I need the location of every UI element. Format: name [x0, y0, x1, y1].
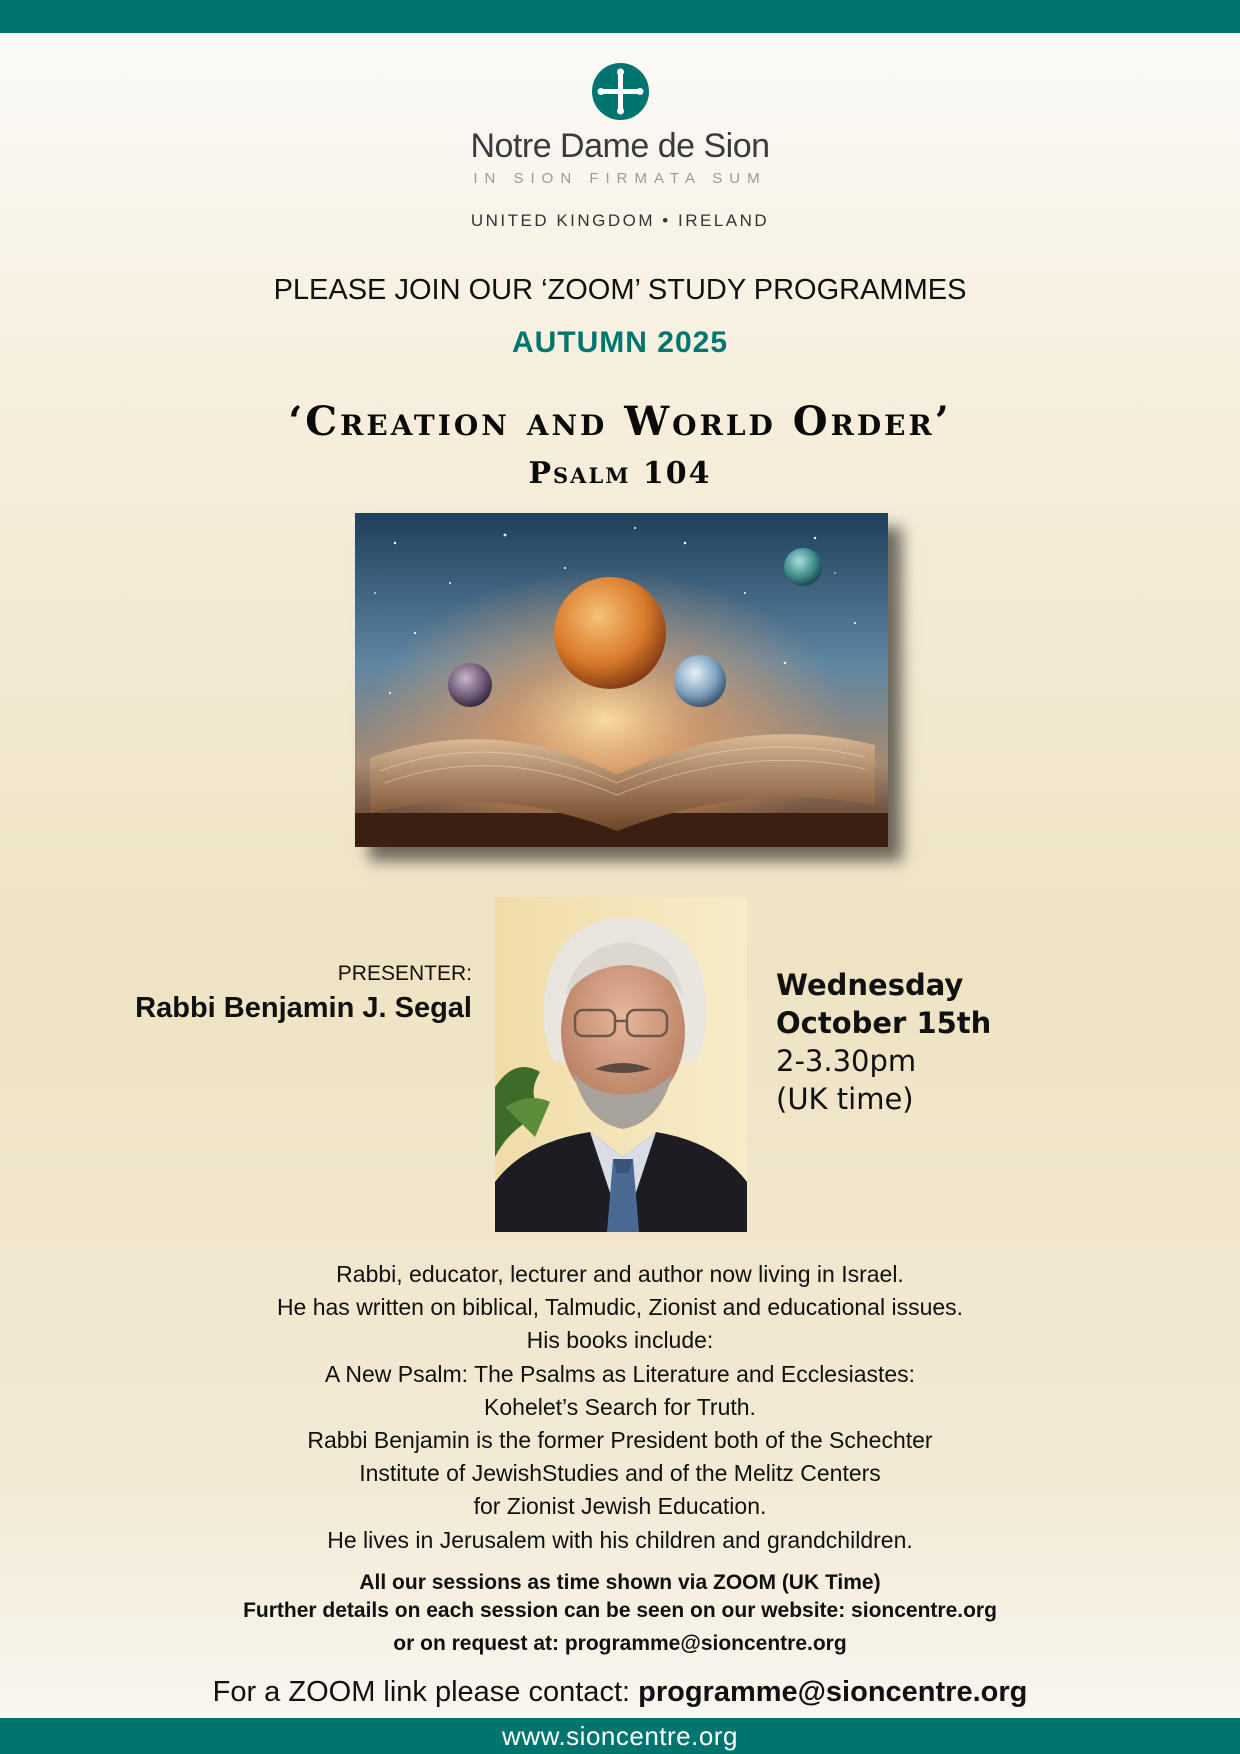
bio-line: for Zionist Jewish Education. — [473, 1493, 767, 1520]
session-timezone: (UK time) — [776, 1082, 914, 1116]
sessions-note: All our sessions as time shown via ZOOM (UK Time) — [359, 1571, 881, 1594]
contact-prefix: For a ZOOM link please contact: — [212, 1676, 639, 1708]
invite-heading: PLEASE JOIN OUR ‘ZOOM’ STUDY PROGRAMMES — [273, 274, 967, 306]
session-date: October 15th — [776, 1006, 992, 1040]
brand-name: Notre Dame de Sion — [470, 127, 770, 165]
presenter-bio — [0, 1258, 1240, 1557]
presenter-label: PRESENTER: — [337, 962, 472, 985]
event-subtitle: Psalm 104 — [528, 456, 712, 491]
session-schedule — [776, 966, 991, 1118]
bio-line: Kohelet’s Search for Truth. — [484, 1393, 756, 1420]
footer-bar — [0, 1718, 1240, 1754]
details-note: Further details on each session can be seen on our website: sioncentre.org — [243, 1599, 997, 1622]
zoom-contact-line — [0, 1676, 1240, 1709]
season-label: AUTUMN 2025 — [511, 326, 729, 359]
top-color-bar — [0, 0, 1240, 33]
bio-line: He lives in Jerusalem with his children and grandchildren. — [327, 1526, 913, 1553]
brand-motto: IN SION FIRMATA SUM — [473, 170, 767, 187]
region-label: UNITED KINGDOM • IRELAND — [470, 211, 770, 230]
event-title: ‘Creation and World Order’ — [288, 398, 952, 445]
presenter-name: Rabbi Benjamin J. Segal — [135, 992, 472, 1024]
session-day: Wednesday — [776, 968, 964, 1002]
session-time: 2-3.30pm — [776, 1044, 917, 1078]
bio-line: Institute of JewishStudies and of the Melitz Centers — [359, 1460, 881, 1487]
open-book-cosmos-image — [355, 513, 888, 847]
sion-cross-logo-icon — [592, 63, 649, 120]
presenter-portrait-photo — [495, 897, 747, 1232]
bio-line: Rabbi, educator, lecturer and author now living in Israel. — [336, 1261, 904, 1287]
request-note: or on request at: programme@sioncentre.org — [393, 1632, 847, 1655]
bio-line: His books include: — [526, 1327, 714, 1354]
contact-email-link[interactable]: programme@sioncentre.org — [638, 1676, 1028, 1708]
website-link[interactable]: www.sioncentre.org — [502, 1721, 738, 1751]
bio-line: He has written on biblical, Talmudic, Zionist and educational issues. — [276, 1294, 964, 1321]
bio-line: Rabbi Benjamin is the former President both of the Schechter — [307, 1427, 933, 1454]
bio-line: A New Psalm: The Psalms as Literature and Ecclesiastes: — [324, 1360, 916, 1387]
